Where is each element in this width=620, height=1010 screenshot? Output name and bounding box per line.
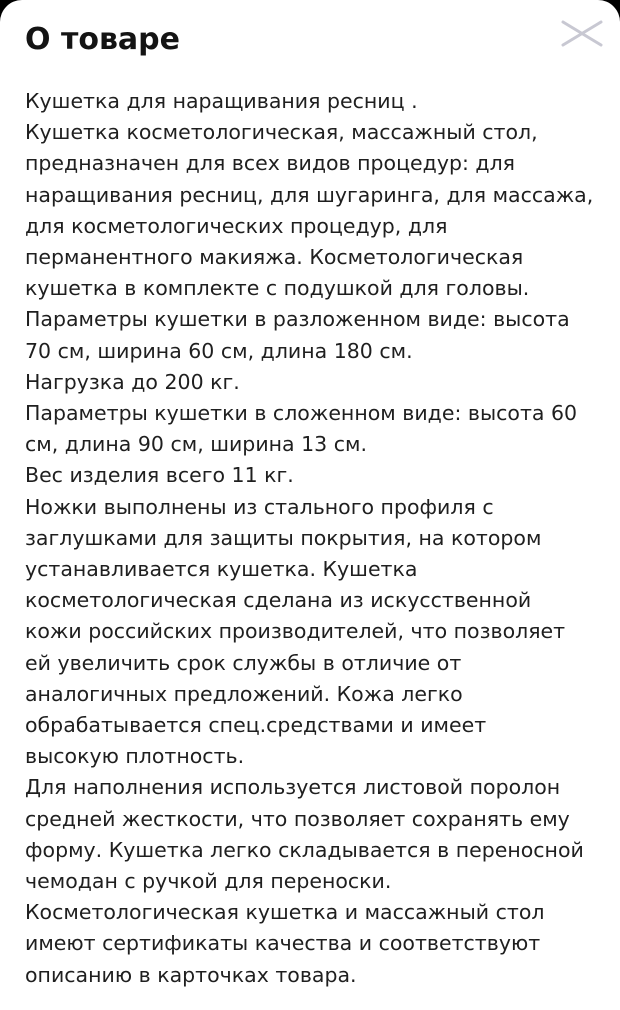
description-line: Вес изделия всего 11 кг. — [25, 463, 294, 488]
close-icon — [557, 12, 607, 56]
description-line: кожи российских производителей, что позволяет — [25, 619, 566, 644]
description-line: кушетка в комплекте с подушкой для головы. — [25, 276, 530, 301]
description-line: Кушетка для наращивания ресниц . — [25, 89, 418, 113]
description-line: аналогичных предложений. Кожа легко — [25, 681, 463, 706]
product-description — [25, 86, 605, 991]
description-line: описанию в карточках товара. — [25, 962, 357, 987]
description-line: высокую плотность. — [25, 744, 245, 769]
description-line: Нагрузка до 200 кг. — [25, 369, 240, 394]
description-line: Ножки выполнены из стального профиля с — [25, 494, 494, 519]
description-line: чемодан с ручкой для переноски. — [25, 869, 392, 894]
description-line: Для наполнения используется листовой поролон — [25, 775, 561, 800]
description-line: перманентного макияжа. Косметологическая — [25, 245, 524, 270]
description-line: предназначен для всех видов процедур: для — [25, 151, 516, 176]
description-line: форму. Кушетка легко складывается в переносной — [25, 837, 584, 862]
description-line: наращивания ресниц, для шугаринга, для массажа, — [25, 182, 594, 207]
description-line: см, длина 90 см, ширина 13 см. — [25, 432, 367, 457]
description-line: Косметологическая кушетка и массажный стол — [25, 900, 545, 925]
description-line: средней жесткости, что позволяет сохранять ему — [25, 806, 570, 831]
description-line: имеют сертификаты качества и соответствуют — [25, 931, 541, 956]
description-line: косметологическая сделана из искусственной — [25, 588, 532, 613]
description-line: Кушетка косметологическая, массажный стол, — [25, 120, 538, 145]
sheet-title: О товаре — [25, 22, 180, 57]
description-line: для косметологических процедур, для — [25, 213, 448, 238]
close-button[interactable] — [557, 12, 607, 56]
description-line: Параметры кушетки в сложенном виде: высота 60 — [25, 401, 578, 426]
description-line: устанавливается кушетка. Кушетка — [25, 557, 418, 582]
description-line: обрабатывается спец.средствами и имеет — [25, 713, 487, 738]
description-line: Параметры кушетки в разложенном виде: высота — [25, 307, 570, 332]
description-line: заглушками для защиты покрытия, на котором — [25, 525, 542, 550]
description-line: ей увеличить срок службы в отличие от — [25, 650, 462, 675]
description-line: 70 см, ширина 60 см, длина 180 см. — [25, 338, 413, 363]
